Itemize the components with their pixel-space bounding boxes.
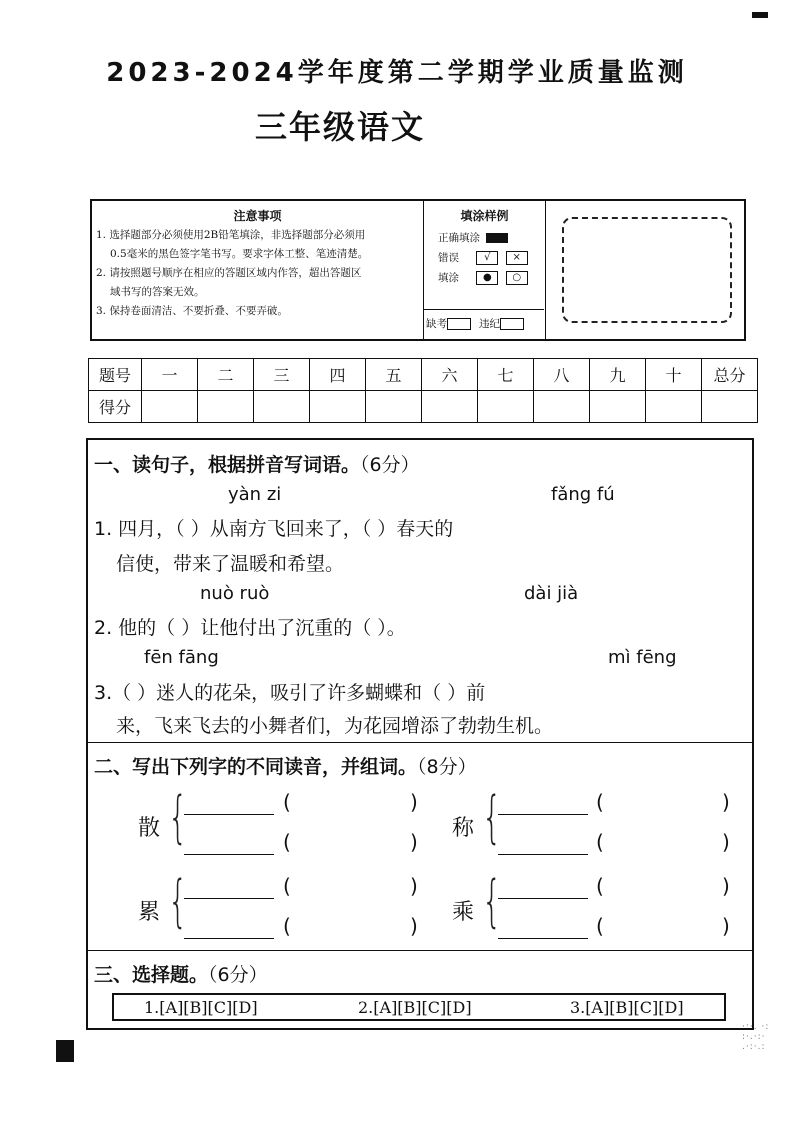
close-paren: ) [410, 874, 418, 898]
score-col-header: 总分 [702, 359, 758, 391]
section1-points: （6分） [360, 454, 420, 476]
score-cell[interactable] [254, 391, 310, 423]
pinyin-label: nuò ruò [200, 583, 270, 604]
pinyin-blank[interactable] [184, 898, 274, 899]
circle-mark-icon: ○ [506, 271, 528, 285]
close-paren: ) [722, 790, 730, 814]
score-col-header: 八 [534, 359, 590, 391]
absent-checkbox[interactable] [447, 318, 471, 330]
polyphone-char: 称 [452, 816, 475, 841]
polyphone-char: 散 [138, 816, 161, 841]
pinyin-blank[interactable] [498, 898, 588, 899]
section3-title [94, 960, 268, 987]
brace-icon: { [482, 869, 502, 934]
barcode-area [562, 217, 732, 323]
info-box [90, 199, 746, 341]
brace-icon: { [482, 785, 502, 850]
section3-heading: 三、选择题。 [94, 964, 209, 986]
open-paren: ( [596, 790, 604, 814]
violation-label: 违纪 [479, 318, 500, 330]
polyphone-char: 乘 [452, 900, 475, 925]
pinyin-blank[interactable] [498, 854, 588, 855]
open-paren: ( [596, 830, 604, 854]
answer-bubble-row [112, 993, 726, 1021]
pinyin-blank[interactable] [498, 938, 588, 939]
notes-line: 2. 请按照题号顺序在相应的答题区域内作答，超出答题区 [96, 267, 362, 279]
score-cell[interactable] [198, 391, 254, 423]
polyphone-char: 累 [138, 900, 161, 925]
question-line: 信使，带来了温暖和希望。 [116, 553, 345, 575]
close-paren: ) [722, 914, 730, 938]
score-cell[interactable] [422, 391, 478, 423]
exam-title: 2023-2024学年度第二学期学业质量监测 [106, 58, 688, 88]
pinyin-blank[interactable] [184, 854, 274, 855]
wrong-fill-row-2 [424, 268, 545, 288]
pinyin-blank[interactable] [498, 814, 588, 815]
score-value-row [89, 391, 758, 423]
score-col-header: 五 [366, 359, 422, 391]
answer-choice-1[interactable]: 1.[A][B][C][D] [144, 998, 258, 1017]
pinyin-blank[interactable] [184, 814, 274, 815]
cross-mark-icon: × [506, 251, 528, 265]
notes-line: 1. 选择题部分必须使用2B铅笔填涂，非选择题部分必须用 [96, 229, 366, 241]
open-paren: ( [283, 790, 291, 814]
brace-icon: { [168, 869, 188, 934]
notes-line: 域书写的答案无效。 [110, 286, 205, 298]
pinyin-label: fǎng fú [551, 484, 615, 505]
notes-line: 3. 保持卷面清洁、不要折叠、不要弄破。 [96, 305, 288, 317]
close-paren: ) [410, 830, 418, 854]
open-paren: ( [283, 914, 291, 938]
question-line: 3.（ ）迷人的花朵，吸引了许多蝴蝶和（ ）前 [94, 682, 486, 704]
score-col-header: 四 [310, 359, 366, 391]
close-paren: ) [410, 914, 418, 938]
close-paren: ) [410, 790, 418, 814]
sample-divider [424, 309, 544, 310]
answer-frame [86, 438, 754, 1030]
score-col-header: 三 [254, 359, 310, 391]
section-divider [88, 742, 752, 743]
wrong-fill-row-1 [424, 248, 545, 268]
open-paren: ( [283, 874, 291, 898]
exam-subtitle: 三年级语文 [255, 108, 426, 146]
score-col-header: 七 [478, 359, 534, 391]
pinyin-label: mì fēng [608, 647, 677, 668]
correct-fill-row [424, 228, 545, 248]
scan-noise-marks: ·:·. ·: :·.·:· .·:·.: [742, 1022, 770, 1052]
answer-choice-2[interactable]: 2.[A][B][C][D] [358, 998, 472, 1017]
dot-mark-icon: ● [476, 271, 498, 285]
score-col-header: 一 [142, 359, 198, 391]
score-cell[interactable] [646, 391, 702, 423]
wrong-fill-label: 错误 [438, 252, 459, 264]
wrong-fill-label: 填涂 [438, 272, 459, 284]
score-col-header: 二 [198, 359, 254, 391]
section2-points: （8分） [417, 756, 477, 778]
open-paren: ( [596, 874, 604, 898]
score-cell[interactable] [590, 391, 646, 423]
close-paren: ) [722, 874, 730, 898]
score-cell[interactable] [142, 391, 198, 423]
question-line: 2. 他的（ ）让他付出了沉重的（ ）。 [94, 617, 406, 639]
section2-title [94, 752, 477, 779]
score-col-header: 九 [590, 359, 646, 391]
section1-title [94, 450, 420, 477]
score-col-header: 十 [646, 359, 702, 391]
score-header-row [89, 359, 758, 391]
section-divider [88, 950, 752, 951]
close-paren: ) [722, 830, 730, 854]
open-paren: ( [283, 830, 291, 854]
pinyin-label: dài jià [524, 583, 579, 604]
section3-points: （6分） [208, 964, 268, 986]
section2-heading: 二、写出下列字的不同读音，并组词。 [94, 756, 418, 778]
score-cell[interactable] [478, 391, 534, 423]
score-cell[interactable] [702, 391, 758, 423]
notes-panel [92, 201, 424, 339]
pinyin-blank[interactable] [184, 938, 274, 939]
brace-icon: { [168, 785, 188, 850]
pinyin-label: yàn zi [228, 484, 282, 505]
score-cell[interactable] [310, 391, 366, 423]
alignment-mark-bottom-left [56, 1040, 74, 1062]
answer-choice-3[interactable]: 3.[A][B][C][D] [570, 998, 684, 1017]
alignment-mark-top-right [752, 12, 768, 18]
score-header-label: 题号 [89, 359, 142, 391]
notes-line: 0.5毫米的黑色签字笔书写。要求字体工整、笔迹清楚。 [110, 248, 369, 260]
score-table [88, 358, 758, 423]
question-line: 来，飞来飞去的小舞者们，为花园增添了勃勃生机。 [116, 715, 554, 737]
pinyin-label: fēn fāng [144, 647, 219, 668]
filled-bubble-icon [486, 233, 508, 243]
notes-heading: 注意事项 [233, 209, 282, 223]
score-cell[interactable] [366, 391, 422, 423]
score-col-header: 六 [422, 359, 478, 391]
question-line: 1. 四月，（ ）从南方飞回来了，（ ）春天的 [94, 518, 454, 540]
absent-label: 缺考 [426, 318, 447, 330]
check-mark-icon: √ [476, 251, 498, 265]
score-row-label: 得分 [89, 391, 142, 423]
absent-violation-row [426, 316, 532, 331]
fill-sample-panel [424, 201, 546, 339]
section1-heading: 一、读句子，根据拼音写词语。 [94, 454, 361, 476]
open-paren: ( [596, 914, 604, 938]
score-cell[interactable] [534, 391, 590, 423]
sample-heading: 填涂样例 [460, 209, 509, 223]
violation-checkbox[interactable] [500, 318, 524, 330]
correct-fill-label: 正确填涂 [438, 232, 480, 244]
